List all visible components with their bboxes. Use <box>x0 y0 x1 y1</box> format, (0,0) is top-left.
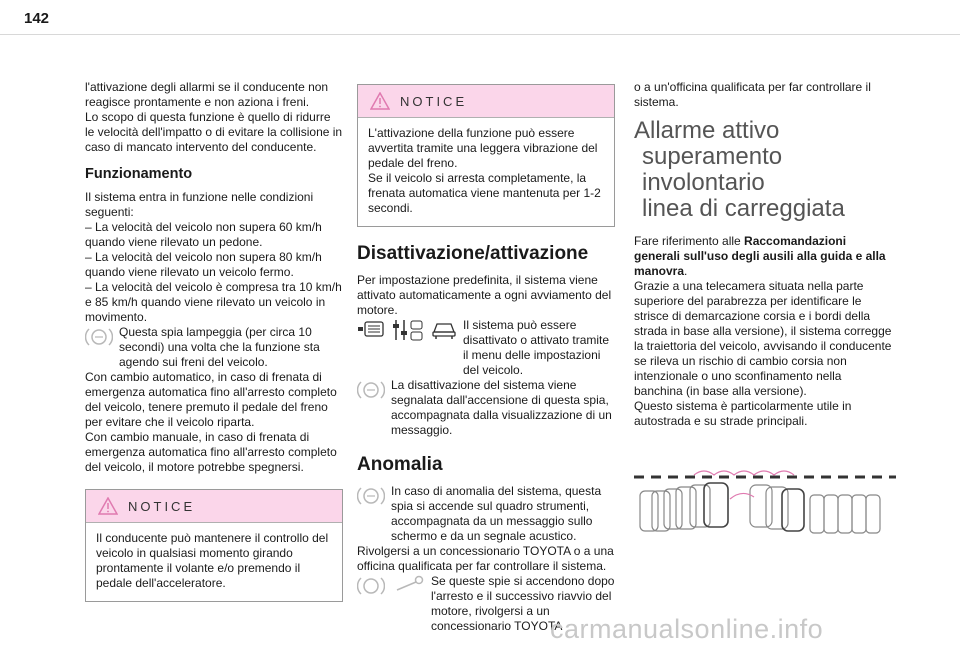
watermark: carmanualsonline.info <box>550 614 824 644</box>
menu-icons-row <box>357 318 615 378</box>
menu-button-icon <box>357 318 385 340</box>
notice-header <box>86 490 342 523</box>
section-title-line: Allarme attivo <box>634 117 780 144</box>
section-heading-anomalia: Anomalia <box>357 454 443 475</box>
notice-title: NOTICE <box>128 499 196 514</box>
section-title <box>634 118 892 222</box>
warning-lamp-icon <box>85 325 113 349</box>
paragraph: l'attivazione degli allarmi se il conducente non reagisce prontamente e non aziona i freni. <box>85 80 329 109</box>
warning-lamp-icon <box>357 378 385 402</box>
reference-link-text: Raccomandazioni generali sull'uso degli ausili alla guida e alla manovra <box>634 234 886 278</box>
notice-text: Se il veicolo si arresta completamente, la frenata automatica viene mantenuta per 1-2 secondi. <box>368 171 601 215</box>
notice-box <box>357 84 615 227</box>
settings-icon <box>391 318 425 342</box>
lamp-description: La disattivazione del sistema viene segnalata dall'accensione di questa spia, accompagnata dalla visualizzazione di un messaggio. <box>391 378 612 437</box>
paragraph: Questo sistema è particolarmente utile in autostrada e su strade principali. <box>634 399 852 428</box>
section-heading-disattivazione: Disattivazione/attivazione <box>357 243 589 264</box>
lamp-row <box>357 378 615 438</box>
warning-lamp-icon <box>357 574 385 598</box>
reference-suffix: . <box>684 264 688 278</box>
paragraph: o a un'officina qualificata per far controllare il sistema. <box>634 80 871 109</box>
column-2 <box>357 84 615 634</box>
column-1 <box>85 80 343 602</box>
final-description: Se queste spie si accendono dopo l'arresto e il successivo riavvio del motore, rivolgersi a un concessionario TOYOTA <box>431 574 615 633</box>
page-number: 142 <box>24 10 50 27</box>
lamp-row <box>357 484 615 544</box>
notice-text: L'attivazione della funzione può essere avvertita tramite una leggera vibrazione del pedale del freno. <box>368 126 598 170</box>
warning-triangle-icon <box>98 497 118 515</box>
menu-description: Il sistema può essere disattivato o attivato tramite il menu delle impostazioni del veicolo. <box>463 318 610 377</box>
section-heading-funzionamento: Funzionamento <box>85 166 193 182</box>
car-icon <box>431 318 457 340</box>
list-item: – La velocità del veicolo non supera 80 km/h quando viene rilevato un veicolo fermo. <box>85 250 322 279</box>
notice-title: NOTICE <box>400 94 468 109</box>
paragraph: Lo scopo di questa funzione è quello di ridurre le velocità dell'impatto o di evitare la collisione in caso di mancato intervento del conducente. <box>85 110 343 154</box>
header-divider <box>0 34 960 35</box>
notice-text: Il conducente può mantenere il controllo del veicolo in qualsiasi momento girando prontamente il volante e/o premendo il pedale dell'acceleratore. <box>96 531 329 590</box>
notice-header <box>358 85 614 118</box>
lane-scene-illustration <box>634 469 896 541</box>
paragraph: Per impostazione predefinita, il sistema viene attivato automaticamente a ogni avviamento del motore. <box>357 273 612 317</box>
notice-box <box>85 489 343 602</box>
anomaly-description: In caso di anomalia del sistema, questa spia si accende sul quadro strumenti, accompagnata da un messaggio sullo schermo e da un segnale acustico. <box>391 484 602 543</box>
warning-lamp-icon <box>357 484 385 508</box>
lamp-row <box>85 325 343 370</box>
reference-prefix: Fare riferimento alle <box>634 234 745 248</box>
paragraph: Rivolgersi a un concessionario TOYOTA o a una officina qualificata per far controllare il sistema. <box>357 544 614 573</box>
lamp-icons <box>357 574 425 598</box>
column-3 <box>634 80 892 545</box>
paragraph: Con cambio manuale, in caso di frenata di emergenza automatica fino all'arresto completo del veicolo, il motore potrebbe spegnersi. <box>85 430 337 474</box>
lamp-description: Questa spia lampeggia (per circa 10 secondi) una volta che la funzione sta agendo sui freni del veicolo. <box>119 325 320 369</box>
paragraph: Con cambio automatico, in caso di frenata di emergenza automatica fino all'arresto completo del veicolo, tenere premuto il pedale del freno per evitare che il veicolo riparta. <box>85 370 337 429</box>
paragraph: Il sistema entra in funzione nelle condizioni seguenti: <box>85 190 314 219</box>
list-item: – La velocità del veicolo non supera 60 km/h quando viene rilevato un pedone. <box>85 220 322 249</box>
reference-paragraph <box>634 234 892 279</box>
list-item: – La velocità del veicolo è compresa tra 10 km/h e 85 km/h quando viene rilevato un veicolo in movimento. <box>85 280 342 324</box>
section-title-line: superamento involontario <box>642 143 783 196</box>
section-title-line: linea di carreggiata <box>642 195 845 222</box>
key-icon <box>391 574 425 594</box>
paragraph: Grazie a una telecamera situata nella parte superiore del parabrezza per identificare le strisce di demarcazione corsia e i bordi della strada in base alla versione), il sistema corregge la traiettoria del veicolo, avvisando il conducente se rileva un rischio di cambio corsia non intenzionale o uno sconfinamento nella banchina (in base alla versione). <box>634 279 892 398</box>
warning-triangle-icon <box>370 92 390 110</box>
menu-path-icons <box>357 318 457 342</box>
